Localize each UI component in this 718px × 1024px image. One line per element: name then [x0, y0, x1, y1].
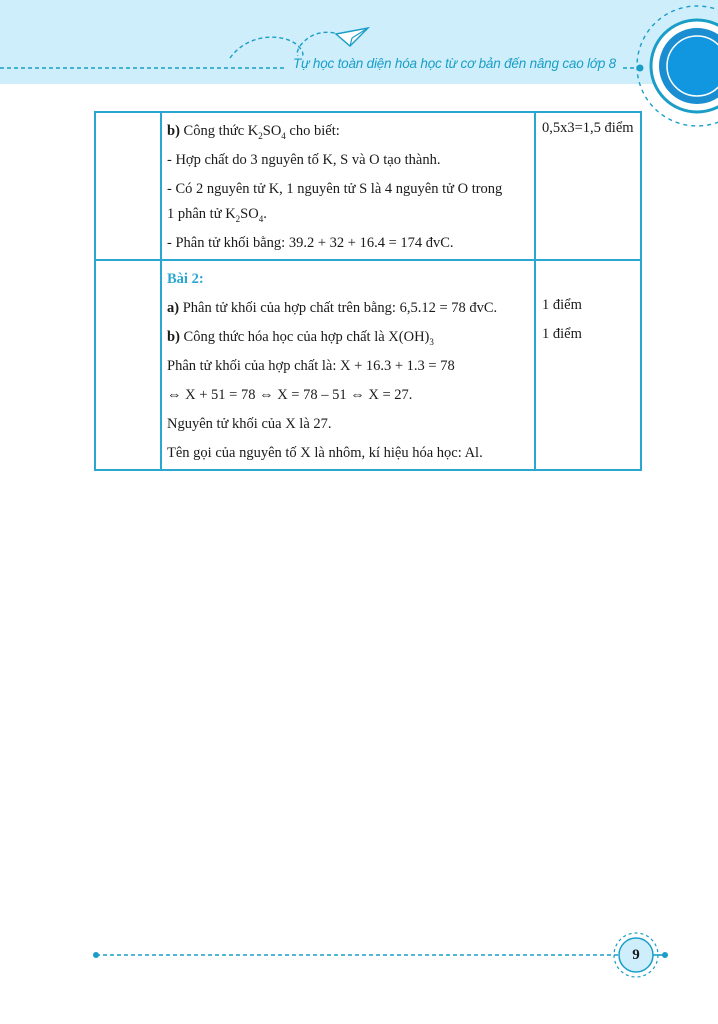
table-row [95, 112, 641, 260]
question-cell [95, 260, 161, 470]
page-number: 9 [632, 947, 640, 963]
answer-line: b) Công thức hóa học của hợp chất là $X(OH)_3$ [167, 329, 434, 347]
answer-cell [161, 260, 535, 470]
answer-line: 1 phân tử $K_2SO_4$. [167, 206, 267, 224]
answer-line: Tên gọi của nguyên tố X là nhôm, kí hiệu hóa học: Al. [167, 445, 483, 461]
answer-line: Phân tử khối của hợp chất là: X + 16.3 + 1.3 = 78 [167, 358, 455, 374]
question-cell [95, 112, 161, 260]
score-text: 0,5x3=1,5 điểm [542, 120, 634, 136]
score-text: 1 điểm [542, 326, 582, 342]
exercise-title: Bài 2: [167, 271, 204, 287]
part-label: b) [167, 329, 180, 345]
header-title: Tự học toàn diện hóa học từ cơ bản đến nâng cao lớp 8 [287, 56, 622, 71]
footer-decoration [0, 926, 718, 986]
score-text: 1 điểm [542, 297, 582, 313]
answer-line: - Phân tử khối bằng: 39.2 + 32 + 16.4 = 174 đvC. [167, 235, 454, 251]
table-row [95, 260, 641, 470]
flight-path [230, 32, 345, 58]
answer-line: b) Công thức $K_2SO_4$ cho biết: [167, 123, 340, 141]
answer-line: Nguyên tử khối của X là 27. [167, 416, 332, 432]
circle-logo [637, 6, 718, 126]
paper-plane-icon [336, 28, 368, 46]
answer-cell [161, 112, 535, 260]
answer-line: ⇔ X + 51 = 78 ⇔ X = 78 – 51 ⇔ X = 27. [167, 387, 413, 403]
answer-line: - Có 2 nguyên tử K, 1 nguyên tử S là 4 nguyên tử O trong [167, 181, 503, 197]
part-label: a) [167, 300, 180, 316]
answer-line: a) Phân tử khối của hợp chất trên bằng: 6,5.12 = 78 đvC. [167, 300, 498, 316]
answer-table [94, 111, 642, 471]
answer-line: - Hợp chất do 3 nguyên tố K, S và O tạo thành. [167, 152, 441, 168]
score-cell [535, 260, 641, 470]
score-cell [535, 112, 641, 260]
part-label: b) [167, 123, 180, 139]
